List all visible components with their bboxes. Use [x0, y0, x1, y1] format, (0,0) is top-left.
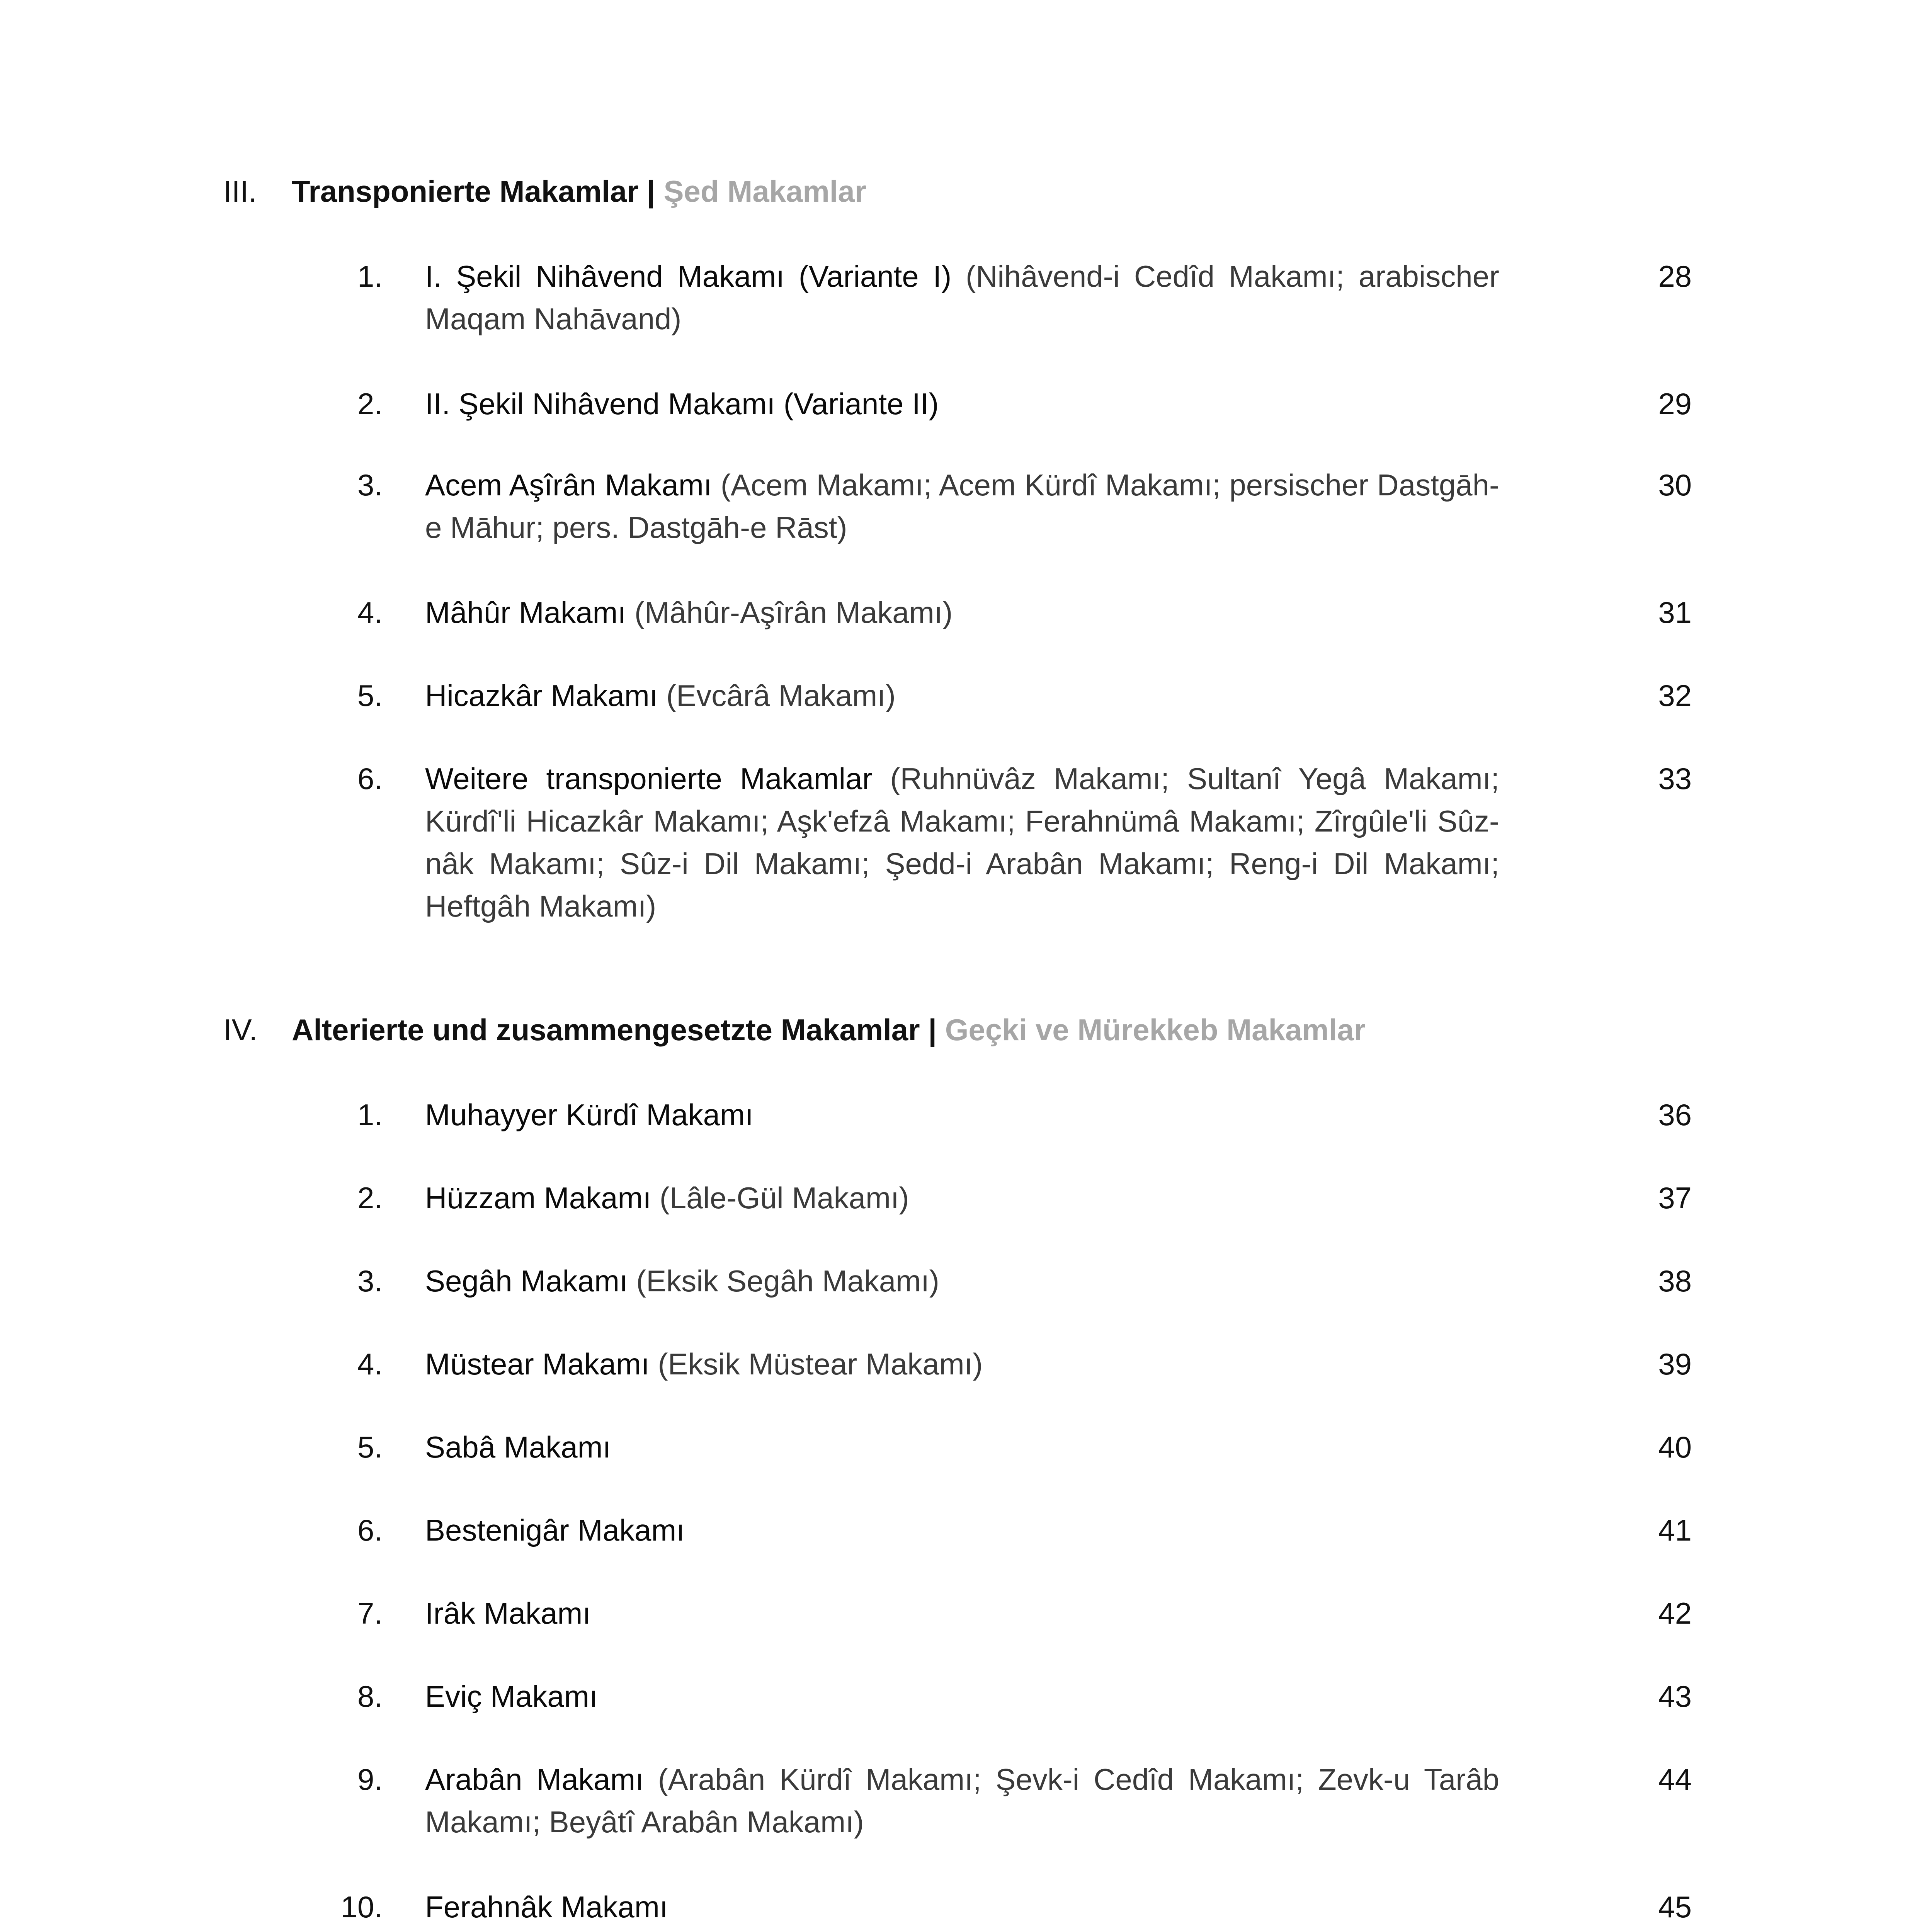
entry-title: Weitere transponierte Makamlar [425, 762, 873, 796]
entry-subtitle: (Ruhnüvâz Makamı; Sultanî Yegâ Makamı; Kürdî'li Hicazkâr Makamı; Aşk'efzâ Makamı; Ferahnümâ Makamı; Zîrgûle'li Sûz-nâk Makamı; Sûz-i Dil Makamı; Şedd-i Arabân Makamı; Reng-i Dil Makamı; Heftgâh Makamı) [425, 762, 1500, 923]
entry-number: 10. [340, 1890, 383, 1924]
entry-number: 6. [357, 1513, 383, 1547]
entry-title: Hicazkâr Makamı [425, 679, 658, 713]
entry-text [425, 1509, 1499, 1551]
entry-text [425, 1758, 1499, 1843]
entry-text [425, 1094, 1499, 1136]
section-iv-heading [0, 1010, 1917, 1049]
entry-title: Mâhûr Makamı [425, 595, 626, 629]
entry-text [425, 1177, 1499, 1219]
entry-page-number: 37 [1658, 1181, 1692, 1215]
entry-text [425, 383, 1499, 425]
entry-title: Arabân Makamı [425, 1762, 644, 1796]
entry-number: 6. [357, 762, 383, 796]
entry-number: 1. [357, 1098, 383, 1132]
entry-text [425, 464, 1499, 549]
entry-page-number: 30 [1658, 468, 1692, 502]
entry-title: Sabâ Makamı [425, 1430, 611, 1464]
title-separator: | [928, 1013, 937, 1047]
entry-number: 8. [357, 1679, 383, 1713]
entry-number: 2. [357, 387, 383, 421]
entry-number: 9. [357, 1762, 383, 1796]
entry-number: 4. [357, 1347, 383, 1381]
entry-page-number: 28 [1658, 259, 1692, 293]
entry-text [425, 1260, 1499, 1302]
entry-page-number: 44 [1658, 1762, 1692, 1796]
section-number: III. [223, 174, 257, 208]
entry-title: Bestenigâr Makamı [425, 1513, 685, 1547]
entry-page-number: 33 [1658, 762, 1692, 796]
entry-text [425, 674, 1499, 717]
entry-number: 1. [357, 259, 383, 293]
entry-title: Ferahnâk Makamı [425, 1890, 668, 1924]
entry-text [425, 1886, 1499, 1928]
entry-page-number: 32 [1658, 679, 1692, 713]
entry-number: 5. [357, 1430, 383, 1464]
entry-number: 2. [357, 1181, 383, 1215]
section-title [292, 172, 866, 211]
entry-title: Muhayyer Kürdî Makamı [425, 1098, 754, 1132]
entry-page-number: 36 [1658, 1098, 1692, 1132]
entry-page-number: 29 [1658, 387, 1692, 421]
section-number: IV. [223, 1013, 258, 1047]
entry-text [425, 1343, 1499, 1385]
entry-page-number: 31 [1658, 595, 1692, 629]
entry-title: Hüzzam Makamı [425, 1181, 651, 1215]
entry-page-number: 43 [1658, 1679, 1692, 1713]
title-separator: | [647, 174, 655, 208]
entry-text [425, 1592, 1499, 1634]
entry-title: Müstear Makamı [425, 1347, 650, 1381]
entry-title: Irâk Makamı [425, 1596, 591, 1630]
entry-number: 4. [357, 595, 383, 629]
section-iii-heading [0, 172, 1917, 211]
section-title [292, 1010, 1366, 1049]
entry-text [425, 1675, 1499, 1718]
entry-number: 3. [357, 1264, 383, 1298]
entry-page-number: 42 [1658, 1596, 1692, 1630]
entry-subtitle: (Mâhûr-Aşîrân Makamı) [634, 595, 953, 629]
entry-page-number: 38 [1658, 1264, 1692, 1298]
entry-text [425, 757, 1499, 927]
section-title-text: Alterierte und zusammengesetzte Makamlar [292, 1013, 920, 1047]
entry-text [425, 1426, 1499, 1468]
entry-title: Eviç Makamı [425, 1679, 598, 1713]
entry-text [425, 591, 1499, 634]
entry-title: I. Şekil Nihâvend Makamı (Variante I) [425, 259, 952, 293]
entry-page-number: 41 [1658, 1513, 1692, 1547]
entry-subtitle: (Nihâvend-i Cedîd Makamı; arabischer Maqam Nahāvand) [425, 259, 1499, 336]
entry-subtitle: (Evcârâ Makamı) [666, 679, 896, 713]
entry-number: 3. [357, 468, 383, 502]
entry-subtitle: (Acem Makamı; Acem Kürdî Makamı; persischer Dastgāh-e Māhur; pers. Dastgāh-e Rāst) [425, 468, 1500, 544]
entry-subtitle: (Lâle-Gül Makamı) [659, 1181, 909, 1215]
section-alt-title: Şed Makamlar [663, 174, 867, 208]
section-title-text: Transponierte Makamlar [292, 174, 639, 208]
entry-page-number: 39 [1658, 1347, 1692, 1381]
entry-subtitle: (Eksik Segâh Makamı) [636, 1264, 939, 1298]
entry-page-number: 40 [1658, 1430, 1692, 1464]
entry-text [425, 255, 1499, 340]
entry-page-number: 45 [1658, 1890, 1692, 1924]
entry-title: Segâh Makamı [425, 1264, 628, 1298]
entry-number: 5. [357, 679, 383, 713]
section-alt-title: Geçki ve Mürekkeb Makamlar [945, 1013, 1366, 1047]
entry-subtitle: (Arabân Kürdî Makamı; Şevk-i Cedîd Makamı; Zevk-u Tarâb Makamı; Beyâtî Arabân Makamı) [425, 1762, 1500, 1839]
entry-number: 7. [357, 1596, 383, 1630]
entry-title: Acem Aşîrân Makamı [425, 468, 712, 502]
entry-title: II. Şekil Nihâvend Makamı (Variante II) [425, 387, 939, 421]
entry-subtitle: (Eksik Müstear Makamı) [658, 1347, 983, 1381]
